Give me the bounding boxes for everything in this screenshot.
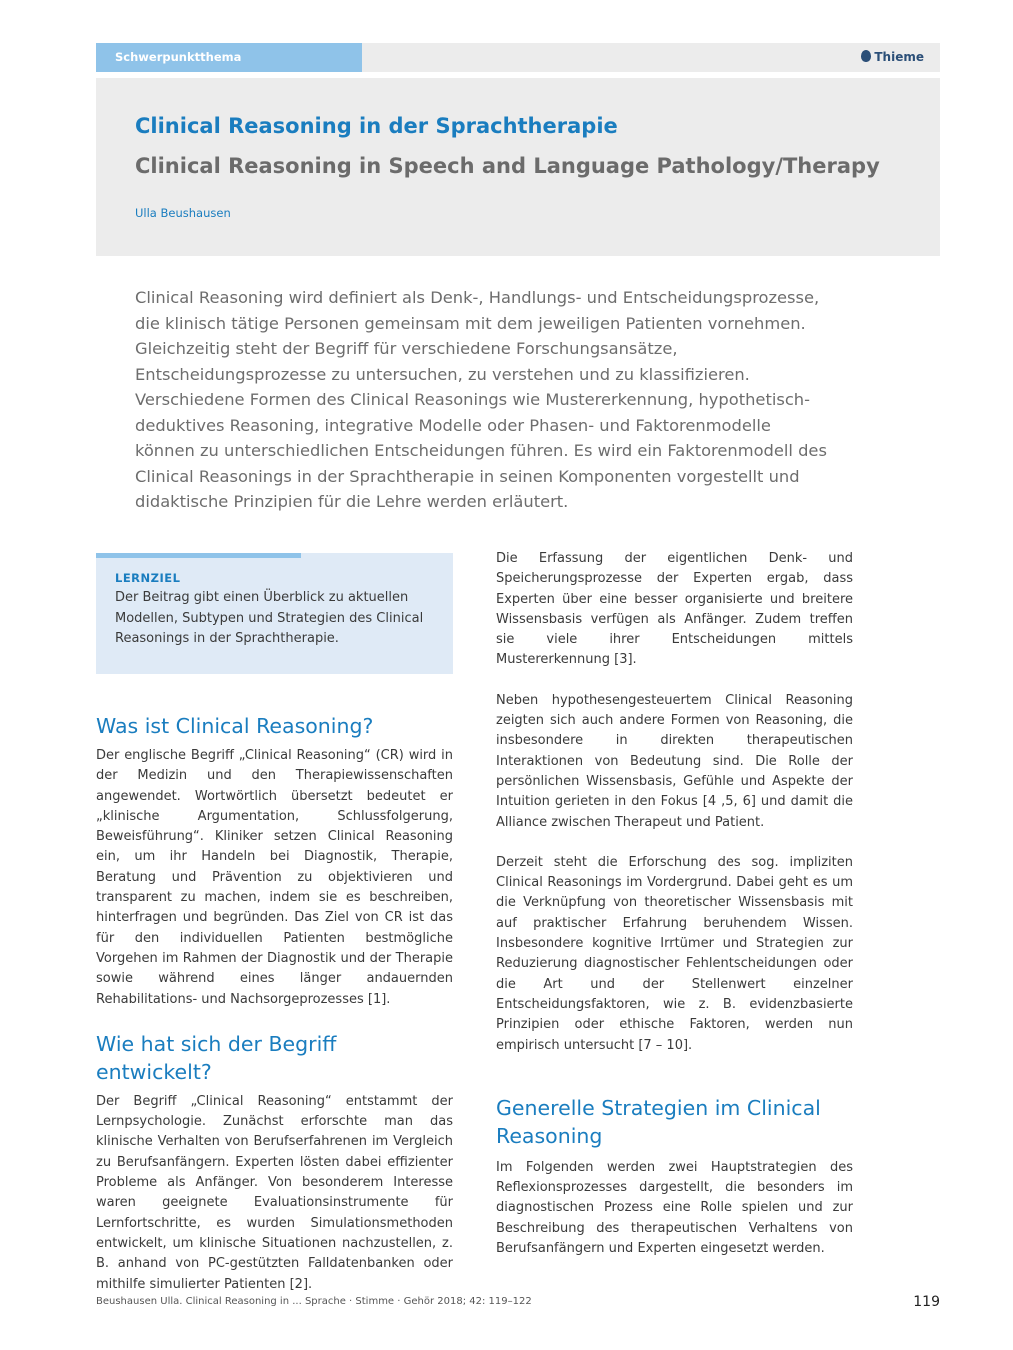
paragraph: Neben hypothesengesteuertem Clinical Reasoning zeigten sich auch andere Formen von Reasoning, die insbesondere in direkten therapeutischen Interaktionen von Bedeutung sind. Die Rolle der persönlichen Wissensbasis, Gefühle und Aspekte der Intuition gerieten in den Fokus [4 ,5, 6] und damit die Alliance zwischen Therapeut und Patient. [496,692,853,830]
title-block [96,78,940,256]
page-number: 119 [913,1294,940,1310]
author-name: Ulla Beushausen [135,206,231,220]
heading-begriff-entwickelt: Wie hat sich der Begriff entwickelt? [96,1031,337,1084]
learning-goal-box [96,553,453,674]
abstract: Clinical Reasoning wird definiert als Denk-, Handlungs- und Entscheidungsprozesse, die klinisch tätige Personen gemeinsam mit dem jeweiligen Patienten vornehmen. Gleichzeitig steht der Begriff für verschiedene Forschungsansätze, Entscheidungsprozesse zu untersuchen, zu verstehen und zu klassifizieren. Verschiedene Formen des Clinical Reasonings wie Mustererkennung, hypothetisch-deduktives Reasoning, integrative Modelle oder Phasen- und Faktorenmodelle können zu unterschiedlichen Entscheidungen führen. Es wird ein Faktorenmodell des Clinical Reasonings in der Sprachtherapie in seinen Komponenten vorgestellt und didaktische Prinzipien für die Lehre werden erläutert. [135,288,827,511]
right-column [496,549,853,1259]
thieme-emblem-icon [861,50,871,62]
publisher-logo [861,43,924,72]
left-column [96,712,453,1295]
learning-goal-text: Der Beitrag gibt einen Überblick zu aktuellen Modellen, Subtypen und Strategien des Clinical Reasonings in der Sprachtherapie. [115,590,424,646]
paragraph: Der englische Begriff „Clinical Reasoning“ (CR) wird in der Medizin und den Therapiewissenschaften angewendet. Wortwörtlich übersetzt bedeutet er „klinische Argumentation, Schlussfolgerung, Beweisführung“. Kliniker setzen Clinical Reasoning ein, um ihr Handeln bei Diagnostik, Therapie, Beratung und Prävention zu objektivieren und transparent zu machen, indem sie es beschreiben, hinterfragen und begründen. Das Ziel von CR ist das für den individuellen Patienten bestmögliche Vorgehen im Rahmen der Diagnostik und der Therapie sowie während eines länger andauernden Rehabilitations- und Nachsorgeprozesses [1]. [96,748,453,1007]
learning-goal-title: LERNZIEL [115,571,181,585]
paragraph: Im Folgenden werden zwei Hauptstrategien des Reflexionsprozesses dargestellt, die besonders im diagnostischen Prozess eine Rolle spielen und zur Beschreibung des therapeutischen Verhaltens von Berufsanfängern und Experten eingesetzt werden. [496,1159,853,1257]
heading-was-ist-cr: Was ist Clinical Reasoning? [96,714,374,738]
footer-citation: Beushausen Ulla. Clinical Reasoning in ... Sprache · Stimme · Gehör 2018; 42: 119–122 [96,1296,532,1307]
heading-generelle-strategien: Generelle Strategien im Clinical Reasoning [496,1095,821,1148]
publisher-name: Thieme [874,50,924,64]
learning-goal-accent-bar [96,553,301,558]
article-title-english: Clinical Reasoning in Speech and Language Pathology/Therapy [135,154,880,178]
paragraph: Derzeit steht die Erforschung des sog. impliziten Clinical Reasonings im Vordergrund. Dabei geht es um die Verknüpfung von theoretischer Wissensbasis mit auf praktischer Erfahrung beruhendem Wissen. Insbesondere kognitive Irrtümer und Strategien zur Reduzierung diagnostischer Fehlentscheidungen oder die Art und der Stellenwert einzelner Entscheidungsfaktoren, wie z. B. evidenzbasierte Prinzipien oder ethische Faktoren, werden nun empirisch untersucht [7 – 10]. [496,854,853,1053]
article-title-german: Clinical Reasoning in der Sprachtherapie [135,114,618,138]
section-label: Schwerpunktthema [96,43,362,72]
top-bar [96,43,940,72]
paragraph: Der Begriff „Clinical Reasoning“ entstammt der Lernpsychologie. Zunächst erforschte man das klinische Verhalten von Berufserfahrenen im Vergleich zu Berufsanfängern. Experten lösten dabei effizienter Probleme als Anfänger. Von besonderem Interesse waren geeignete Evaluationsinstrumente für Lernfortschritte, es wurden Simulationsmethoden entwickelt, um klinische Situationen nachzustellen, z. B. anhand von PC-gestützten Falldatenbanken oder mithilfe simulierter Patienten [2]. [96,1093,453,1292]
paragraph: Die Erfassung der eigentlichen Denk- und Speicherungsprozesse der Experten ergab, dass Experten über eine besser organisierte und breitere Wissensbasis verfügen als Anfänger. Zudem treffen sie viele ihrer Entscheidungen mittels Mustererkennung [3]. [496,551,853,668]
